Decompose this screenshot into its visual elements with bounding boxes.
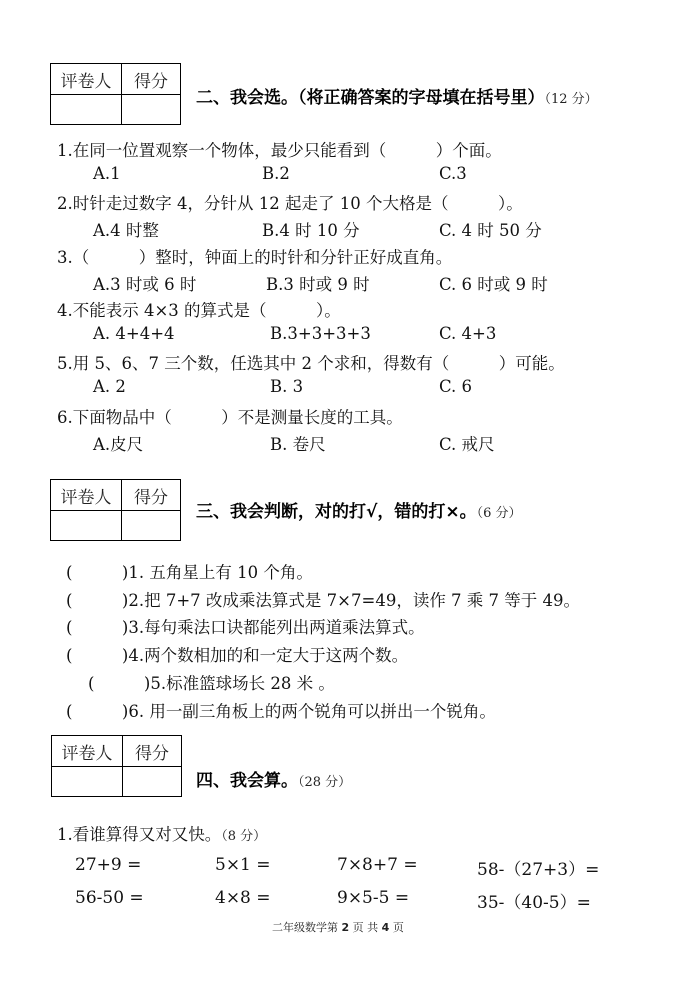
footer-mid: 页 共 <box>352 921 379 934</box>
score-field[interactable] <box>122 95 181 125</box>
grading-box-section3 <box>50 479 181 541</box>
page-footer <box>272 919 404 935</box>
calc-0-0: 27+9 = <box>75 855 142 875</box>
section2-title: 二、我会选。（将正确答案的字母填在括号里） <box>196 88 545 108</box>
calc-1-3: 35-（40-5）= <box>477 893 591 913</box>
section2-heading <box>196 83 598 108</box>
section4-heading <box>196 766 351 791</box>
question-6: 6.下面物品中（ ）不是测量长度的工具。 <box>57 408 403 427</box>
section4-points: （28 分） <box>298 775 352 790</box>
judge-item-6: ( )6. 用一副三角板上的两个锐角可以拼出一个锐角。 <box>66 702 496 721</box>
judge-item-2: ( )2.把 7+7 改成乘法算式是 7×7=49，读作 7 乘 7 等于 49。 <box>66 591 581 610</box>
grader-field[interactable] <box>51 511 122 541</box>
judge-item-5: ( )5.标准篮球场长 28 米 。 <box>88 674 335 693</box>
q3-option-a: A.3 时或 6 时 <box>93 275 197 294</box>
judge-item-4: ( )4.两个数相加的和一定大于这两个数。 <box>66 646 409 665</box>
q1-option-a: A.1 <box>93 164 121 183</box>
calc-subtitle-points: （8 分） <box>221 829 267 844</box>
grader-field[interactable] <box>51 95 122 125</box>
q6-option-a: A.皮尺 <box>93 435 144 454</box>
judge-item-1: ( )1. 五角星上有 10 个角。 <box>66 563 313 582</box>
footer-suffix: 页 <box>392 921 404 934</box>
calc-1-1: 4×8 = <box>215 888 271 908</box>
q5-option-b: B. 3 <box>270 377 304 396</box>
q2-option-a: A.4 时整 <box>93 221 159 240</box>
section3-points: （6 分） <box>476 506 522 521</box>
section3-title: 三、我会判断，对的打√，错的打×。 <box>196 502 477 522</box>
q6-option-c: C. 戒尺 <box>439 435 495 454</box>
calc-1-0: 56-50 = <box>75 888 144 908</box>
score-field[interactable] <box>122 511 181 541</box>
grader-label: 评卷人 <box>52 736 123 767</box>
grading-box-section4 <box>51 735 182 797</box>
calc-0-2: 7×8+7 = <box>337 855 418 875</box>
question-2: 2.时针走过数字 4，分针从 12 起走了 10 个大格是（ ）。 <box>57 194 523 213</box>
q3-option-b: B.3 时或 9 时 <box>266 275 370 294</box>
grader-label: 评卷人 <box>51 64 122 95</box>
q1-option-b: B.2 <box>262 164 290 183</box>
q2-option-c: C. 4 时 50 分 <box>439 221 542 240</box>
q4-option-b: B.3+3+3+3 <box>270 324 371 343</box>
calc-0-3: 58-（27+3）= <box>477 860 600 880</box>
question-3: 3.（ ）整时，钟面上的时针和分针正好成直角。 <box>57 248 453 267</box>
section3-heading <box>196 497 522 522</box>
calc-subtitle-text: 1.看谁算得又对又快。 <box>57 825 222 844</box>
calc-subtitle <box>57 821 266 845</box>
section4-title: 四、我会算。 <box>196 771 298 791</box>
score-label: 得分 <box>122 480 181 511</box>
q1-option-c: C.3 <box>439 164 467 183</box>
footer-total-pages: 4 <box>381 921 390 934</box>
footer-page-number: 2 <box>341 921 350 934</box>
q4-option-a: A. 4+4+4 <box>93 324 175 343</box>
q4-option-c: C. 4+3 <box>439 324 497 343</box>
score-field[interactable] <box>123 767 182 797</box>
grading-box-section2 <box>50 63 181 125</box>
section2-points: （12 分） <box>544 92 598 107</box>
calc-0-1: 5×1 = <box>215 855 271 875</box>
question-5: 5.用 5、6、7 三个数，任选其中 2 个求和，得数有（ ）可能。 <box>57 354 565 373</box>
q6-option-b: B. 卷尺 <box>270 435 326 454</box>
q5-option-a: A. 2 <box>93 377 126 396</box>
score-label: 得分 <box>122 64 181 95</box>
grader-field[interactable] <box>52 767 123 797</box>
q2-option-b: B.4 时 10 分 <box>262 221 360 240</box>
calc-1-2: 9×5-5 = <box>337 888 410 908</box>
q5-option-c: C. 6 <box>439 377 473 396</box>
grader-label: 评卷人 <box>51 480 122 511</box>
footer-prefix: 二年级数学第 <box>272 921 338 934</box>
question-4: 4.不能表示 4×3 的算式是（ ）。 <box>57 301 341 320</box>
judge-item-3: ( )3.每句乘法口诀都能列出两道乘法算式。 <box>66 618 425 637</box>
question-1: 1.在同一位置观察一个物体，最少只能看到（ ）个面。 <box>57 141 502 160</box>
score-label: 得分 <box>123 736 182 767</box>
q3-option-c: C. 6 时或 9 时 <box>439 275 548 294</box>
